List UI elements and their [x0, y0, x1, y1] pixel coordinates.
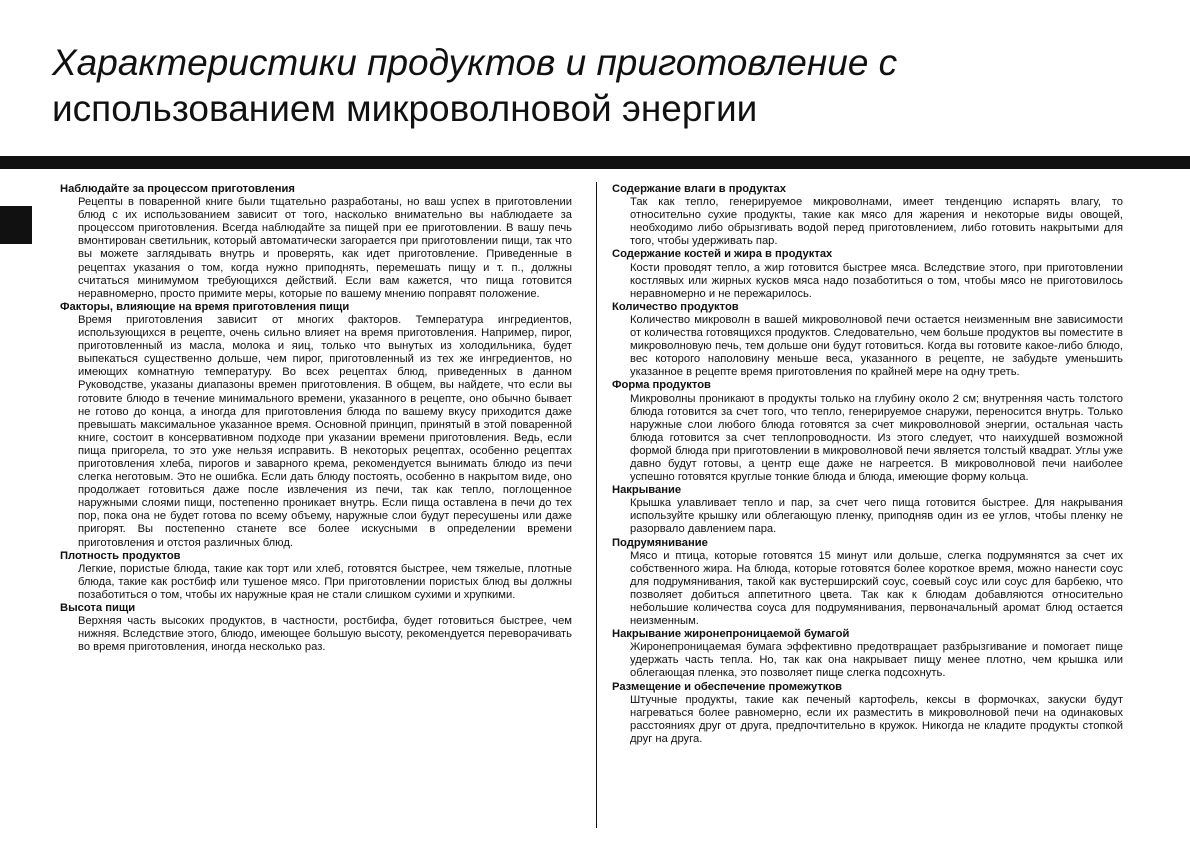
section-heading: Накрывание жиронепроницаемой бумагой	[612, 628, 850, 641]
section-heading: Форма продуктов	[612, 379, 711, 392]
section-cooking-time-factors	[60, 301, 572, 550]
section-heading: Подрумянивание	[612, 536, 708, 549]
page-title-line-1: Характеристики продуктов и приготовление с	[52, 42, 898, 83]
section-heading: Факторы, влияющие на время приготовления пищи	[60, 300, 350, 313]
section-food-height	[60, 602, 572, 654]
section-spacing	[612, 681, 1123, 746]
section-food-density	[60, 550, 572, 602]
section-heading: Высота пищи	[60, 602, 136, 614]
section-quantity	[612, 301, 1123, 380]
section-heading: Количество продуктов	[612, 300, 739, 313]
section-text: Верхняя часть высоких продуктов, в частности, ростбифа, будет готовиться быстрее, чем нижняя. Вследствие этого, блюдо, имеющее большую высоту, рекомендуется переворачивать во время приготовления, иногда несколько раз.	[78, 615, 572, 654]
section-heading: Накрывание	[612, 484, 682, 497]
section-text: Микроволны проникают в продукты только на глубину около 2 см; внутренняя часть толстого блюда готовится за счет того, что тепло, генерируемое снаружи, переносится внутрь. Только наружные слои любого блюда готовятся за счет микроволновой энергии, остальная часть блюда готовится за счет теплопроводности. Из этого следует, что наихудшей возможной формой блюда при приготовлении в микроволновой печи является толстый квадрат. Углы уже давно будут готовы, а центр еще даже не нагреется. В микроволновой печи наиболее успешно готовятся круглые тонкие блюда и блюда, имеющие форму кольца.	[630, 392, 1123, 484]
section-moisture	[612, 183, 1123, 248]
section-text: Так как тепло, генерируемое микроволнами, имеет тенденцию испарять влагу, то относительно сухие продукты, такие как мясо для жарения и некоторые виды овощей, необходимо либо обрызгивать водой перед приготовлением, либо готовить накрытыми для того, чтобы удерживать пар.	[630, 196, 1123, 248]
section-tab-marker	[0, 206, 32, 244]
section-text: Жиронепроницаемая бумага эффективно предотвращает разбрызгивание и помогает пище удержать часть тепла. Но, так как она накрывает пищу менее плотно, чем крышка или облегающая пленка, это позволяет пище слегка подсохнуть.	[630, 641, 1123, 680]
right-column	[612, 183, 1123, 746]
section-text: Время приготовления зависит от многих факторов. Температура ингредиентов, использующихся в рецепте, очень сильно влияет на время приготовления. Например, пирог, приготовленный из масла, молока и яиц, только что вынутых из холодильника, будет выпекаться существенно дольше, чем пирог, приготовленный из тех же ингредиентов, но имеющих комнатную температуру. Во всех рецептах блюд, приведенных в данном Руководстве, указаны диапазоны времен приготовления. В общем, вы найдете, что если вы готовите блюдо в течение минимального времени, указанного в рецепте, оно обычно бывает не готово до конца, а иногда для приготовления блюда по вашему вкусу приходится даже превышать максимальное указанное время. Основной принцип, принятый в этой поваренной книге, состоит в консервативном подходе при указании времени приготовления. Ведь, если пища пригорела, то это уже нельзя исправить. В некоторых рецептах, особенно рецептах приготовления хлеба, пирогов и заварного крема, рекомендуется вынимать блюдо из печи слегка неготовым. Это не ошибка. Если дать блюду постоять, особенно в накрытом виде, оно продолжает готовиться даже после извлечения из печи, так как тепло, поглощенное наружными слоями пищи, постепенно проникает внутрь. Если пища оставлена в печи до тех пор, пока она не будет готова по всему объему, наружные слои будут пересушены или даже пригорят. Вы постепенно станете все более искусными в определении времени приготовления и отстоя различных блюд.	[78, 313, 572, 549]
section-watch-cooking	[60, 183, 572, 301]
section-text: Крышка улавливает тепло и пар, за счет чего пища готовится быстрее. Для накрывания используйте крышку или облегающую пленку, приподняв один из ее углов, чтобы пленку не разорвало давлением пара.	[630, 497, 1123, 536]
section-bones-fat	[612, 248, 1123, 300]
section-heading: Наблюдайте за процессом приготовления	[60, 183, 295, 195]
section-covering	[612, 484, 1123, 536]
page-title	[52, 40, 1152, 132]
section-text: Мясо и птица, которые готовятся 15 минут или дольше, слегка подрумянятся за счет их собственного жира. На блюда, которые готовятся более короткое время, можно нанести соус для подрумянивания, такой как вустерширский соус, соевый соус или соус для барбекю, что позволяет добиться аппетитного цвета. Так как к блюдам добавляются относительно небольшие количества соуса для подрумянивания, первоначальный аромат блюд остается неизменным.	[630, 549, 1123, 628]
section-heading: Содержание костей и жира в продуктах	[612, 248, 833, 261]
section-heading: Содержание влаги в продуктах	[612, 183, 786, 195]
section-shape	[612, 379, 1123, 484]
section-heading: Плотность продуктов	[60, 549, 181, 562]
section-wax-paper	[612, 628, 1123, 680]
column-divider	[596, 182, 597, 828]
section-text: Кости проводят тепло, а жир готовится быстрее мяса. Вследствие этого, при приготовлении костлявых или жирных кусков мяса надо позаботиться о том, чтобы мясо не приготовилось неравномерно и не пережарилось.	[630, 261, 1123, 300]
section-text: Количество микроволн в вашей микроволновой печи остается неизменным вне зависимости от количества готовящихся продуктов. Следовательно, чем больше продуктов вы поместите в микроволновую печь, тем дольше они будут готовиться. Когда вы готовите какое-либо блюдо, вес которого наполовину меньше веса, указанного в рецепте, не забудьте уменьшить указанное в рецепте время приготовления по крайней мере на одну треть.	[630, 313, 1123, 379]
section-text: Легкие, пористые блюда, такие как торт или хлеб, готовятся быстрее, чем тяжелые, плотные блюда, такие как ростбиф или тушеное мясо. При приготовлении пористых блюд вы должны позаботиться о том, чтобы их наружные края не стали слишком сухими и хрупкими.	[78, 562, 572, 601]
page-title-line-2: использованием микроволновой энергии	[52, 88, 758, 129]
header-rule	[0, 156, 1190, 169]
section-text: Рецепты в поваренной книге были тщательно разработаны, но ваш успех в приготовлении блюд с их использованием зависит от того, насколько внимательно вы наблюдаете за процессом приготовления. Всегда наблюдайте за пищей при ее приготовлении. В вашу печь вмонтирован светильник, который автоматически загорается при приготовлении пищи, так что вы можете заглядывать внутрь и проверять, как идет приготовление. Приведенные в рецептах указания о том, когда нужно приподнять, перемешать пищу и т. п., должны считаться минимумом требующихся действий. Если вам кажется, что пища готовится неравномерно, просто примите меры, которые по вашему мнению поправят положение.	[78, 196, 572, 300]
section-browning	[612, 537, 1123, 629]
section-heading: Размещение и обеспечение промежутков	[612, 680, 843, 693]
section-text: Штучные продукты, такие как печеный картофель, кексы в формочках, закуски будут нагреваться более равномерно, если их разместить в микроволновой печи на одинаковых расстояниях друг от друга, предпочтительно в кружок. Никогда не кладите продукты стопкой друг на друга.	[630, 693, 1123, 745]
left-column	[60, 183, 572, 654]
